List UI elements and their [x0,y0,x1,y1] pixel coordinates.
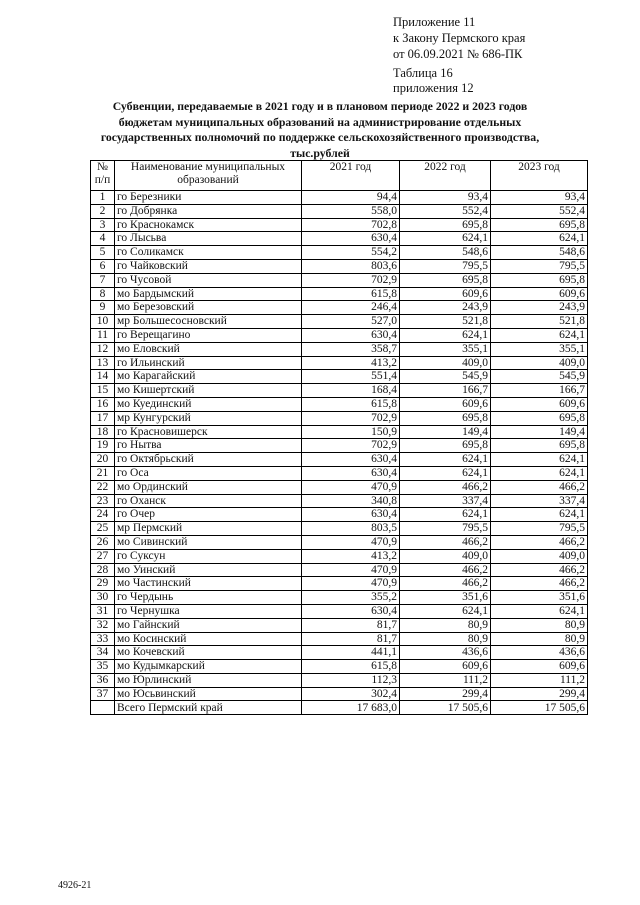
value-2021: 340,8 [302,494,400,508]
appendix-line-1: Приложение 11 [393,15,476,29]
row-number: 25 [91,522,115,536]
value-2021: 630,4 [302,328,400,342]
value-2022: 166,7 [400,384,491,398]
value-2021: 413,2 [302,356,400,370]
table-row [91,618,588,632]
row-number: 17 [91,411,115,425]
value-2022: 695,8 [400,439,491,453]
value-2021: 630,4 [302,453,400,467]
municipality-name: го Оханск [115,494,302,508]
value-2023: 609,6 [491,660,588,674]
value-2023: 695,8 [491,273,588,287]
value-2021: 702,9 [302,439,400,453]
subsidies-table [90,160,588,715]
municipality-name: мо Кочевский [115,646,302,660]
row-number: 11 [91,328,115,342]
row-number: 7 [91,273,115,287]
municipality-name: го Красновишерск [115,425,302,439]
municipality-name: мо Ординский [115,480,302,494]
table-row [91,577,588,591]
value-2023: 80,9 [491,618,588,632]
municipality-name: го Чердынь [115,591,302,605]
row-number: 8 [91,287,115,301]
header-municipality [115,161,302,191]
value-2023: 795,5 [491,522,588,536]
row-number: 19 [91,439,115,453]
value-2021: 558,0 [302,204,400,218]
header-2022: 2022 год [400,161,491,191]
table-row [91,535,588,549]
municipality-name: мо Березовский [115,301,302,315]
value-2021: 470,9 [302,480,400,494]
table-row [91,660,588,674]
value-2022: 409,0 [400,356,491,370]
row-number: 35 [91,660,115,674]
row-number: 33 [91,632,115,646]
value-2023: 521,8 [491,315,588,329]
value-2022: 624,1 [400,453,491,467]
value-2022: 609,6 [400,660,491,674]
table-row [91,342,588,356]
value-2023: 409,0 [491,356,588,370]
table-row [91,673,588,687]
municipality-name: мр Пермский [115,522,302,536]
row-number: 29 [91,577,115,591]
table-row [91,370,588,384]
value-2021: 630,4 [302,604,400,618]
table-row [91,315,588,329]
value-2022: 149,4 [400,425,491,439]
value-2021: 630,4 [302,466,400,480]
value-2023: 93,4 [491,191,588,205]
table-row [91,687,588,701]
row-number: 36 [91,673,115,687]
value-2023: 355,1 [491,342,588,356]
value-2022: 466,2 [400,563,491,577]
document-title [70,99,570,161]
value-2021: 551,4 [302,370,400,384]
value-2023: 166,7 [491,384,588,398]
value-2022: 466,2 [400,480,491,494]
table-row [91,218,588,232]
value-2022: 337,4 [400,494,491,508]
header-municipality-line-2: образований [177,174,239,186]
municipality-name: Всего Пермский край [115,701,302,715]
row-number: 2 [91,204,115,218]
value-2021: 470,9 [302,563,400,577]
value-2023: 17 505,6 [491,701,588,715]
table-row [91,411,588,425]
value-2021: 441,1 [302,646,400,660]
table-row [91,466,588,480]
value-2023: 624,1 [491,453,588,467]
value-2023: 149,4 [491,425,588,439]
row-number: 26 [91,535,115,549]
value-2023: 695,8 [491,439,588,453]
row-number: 37 [91,687,115,701]
table-row [91,439,588,453]
value-2022: 351,6 [400,591,491,605]
table-row [91,232,588,246]
value-2023: 299,4 [491,687,588,701]
municipality-name: мо Косинский [115,632,302,646]
value-2021: 630,4 [302,232,400,246]
value-2022: 355,1 [400,342,491,356]
row-number: 27 [91,549,115,563]
value-2022: 695,8 [400,411,491,425]
municipality-name: го Ильинский [115,356,302,370]
table-row [91,301,588,315]
value-2021: 168,4 [302,384,400,398]
value-2021: 615,8 [302,660,400,674]
row-number: 16 [91,397,115,411]
value-2021: 470,9 [302,535,400,549]
row-number: 10 [91,315,115,329]
row-number [91,701,115,715]
title-line-4: тыс.рублей [290,145,350,160]
value-2023: 624,1 [491,508,588,522]
row-number: 22 [91,480,115,494]
value-2021: 702,9 [302,411,400,425]
table-row [91,632,588,646]
value-2023: 624,1 [491,604,588,618]
row-number: 20 [91,453,115,467]
value-2023: 545,9 [491,370,588,384]
row-number: 9 [91,301,115,315]
value-2022: 466,2 [400,535,491,549]
appendix-line-3: от 06.09.2021 № 686-ПК [393,47,523,61]
row-number: 3 [91,218,115,232]
title-line-1: Субвенции, передаваемые в 2021 году и в плановом периоде 2022 и 2023 годов [112,99,528,113]
municipality-name: мо Кудымкарский [115,660,302,674]
value-2022: 795,5 [400,522,491,536]
title-line-3: государственных полномочий по поддержке сельскохозяйственного производства, [100,130,540,144]
value-2021: 803,6 [302,259,400,273]
header-number [91,161,115,191]
row-number: 5 [91,246,115,260]
table-body [91,191,588,715]
row-number: 34 [91,646,115,660]
value-2023: 624,1 [491,232,588,246]
row-number: 21 [91,466,115,480]
value-2022: 17 505,6 [400,701,491,715]
value-2022: 795,5 [400,259,491,273]
row-number: 30 [91,591,115,605]
municipality-name: мо Еловский [115,342,302,356]
value-2021: 246,4 [302,301,400,315]
value-2023: 552,4 [491,204,588,218]
value-2021: 150,9 [302,425,400,439]
table-row [91,604,588,618]
header-number-line-2: п/п [94,174,111,186]
municipality-name: мо Частинский [115,577,302,591]
header-2021: 2021 год [302,161,400,191]
municipality-name: мо Кишертский [115,384,302,398]
value-2022: 609,6 [400,287,491,301]
row-number: 24 [91,508,115,522]
municipality-name: мо Уинский [115,563,302,577]
value-2022: 80,9 [400,618,491,632]
value-2022: 436,6 [400,646,491,660]
value-2023: 695,8 [491,411,588,425]
value-2022: 299,4 [400,687,491,701]
value-2023: 695,8 [491,218,588,232]
value-2023: 337,4 [491,494,588,508]
value-2023: 609,6 [491,287,588,301]
table-row [91,204,588,218]
row-number: 4 [91,232,115,246]
value-2022: 624,1 [400,466,491,480]
row-number: 18 [91,425,115,439]
value-2022: 552,4 [400,204,491,218]
value-2022: 624,1 [400,232,491,246]
value-2023: 466,2 [491,577,588,591]
municipality-name: го Соликамск [115,246,302,260]
table-row [91,246,588,260]
table-reference [393,66,474,96]
municipality-name: мр Большесосновский [115,315,302,329]
document-code: 4926-21 [58,880,92,891]
header-number-line-1: № [97,161,108,173]
table-row [91,259,588,273]
table-row [91,646,588,660]
value-2022: 80,9 [400,632,491,646]
appendix-reference [393,14,525,62]
municipality-name: го Оса [115,466,302,480]
table-row [91,549,588,563]
table-row [91,480,588,494]
value-2021: 527,0 [302,315,400,329]
municipality-name: го Очер [115,508,302,522]
value-2023: 609,6 [491,397,588,411]
value-2022: 93,4 [400,191,491,205]
value-2021: 615,8 [302,397,400,411]
value-2023: 466,2 [491,480,588,494]
municipality-name: мо Бардымский [115,287,302,301]
value-2023: 624,1 [491,466,588,480]
value-2021: 358,7 [302,342,400,356]
value-2022: 624,1 [400,508,491,522]
value-2021: 17 683,0 [302,701,400,715]
value-2023: 436,6 [491,646,588,660]
table-row [91,453,588,467]
municipality-name: мо Куединский [115,397,302,411]
value-2023: 548,6 [491,246,588,260]
value-2022: 548,6 [400,246,491,260]
municipality-name: го Чайковский [115,259,302,273]
municipality-name: мо Сивинский [115,535,302,549]
value-2023: 243,9 [491,301,588,315]
value-2022: 521,8 [400,315,491,329]
row-number: 31 [91,604,115,618]
row-number: 12 [91,342,115,356]
value-2021: 355,2 [302,591,400,605]
municipality-name: го Лысьва [115,232,302,246]
value-2021: 94,4 [302,191,400,205]
municipality-name: го Верещагино [115,328,302,342]
value-2022: 695,8 [400,273,491,287]
municipality-name: мо Гайнский [115,618,302,632]
row-number: 15 [91,384,115,398]
value-2023: 795,5 [491,259,588,273]
value-2023: 351,6 [491,591,588,605]
value-2021: 302,4 [302,687,400,701]
table-total-row [91,701,588,715]
value-2022: 243,9 [400,301,491,315]
row-number: 6 [91,259,115,273]
table-row [91,425,588,439]
municipality-name: го Нытва [115,439,302,453]
value-2023: 624,1 [491,328,588,342]
value-2023: 466,2 [491,563,588,577]
value-2023: 466,2 [491,535,588,549]
value-2021: 112,3 [302,673,400,687]
municipality-name: мр Кунгурский [115,411,302,425]
table-row [91,356,588,370]
header-2023: 2023 год [491,161,588,191]
municipality-name: го Суксун [115,549,302,563]
municipality-name: го Октябрьский [115,453,302,467]
row-number: 1 [91,191,115,205]
value-2021: 803,5 [302,522,400,536]
municipality-name: го Чернушка [115,604,302,618]
value-2022: 409,0 [400,549,491,563]
table-row [91,384,588,398]
table-row [91,191,588,205]
row-number: 28 [91,563,115,577]
row-number: 32 [91,618,115,632]
value-2021: 470,9 [302,577,400,591]
municipality-name: го Краснокамск [115,218,302,232]
value-2021: 81,7 [302,618,400,632]
value-2022: 466,2 [400,577,491,591]
value-2022: 624,1 [400,328,491,342]
table-row [91,273,588,287]
value-2021: 554,2 [302,246,400,260]
title-line-2: бюджетам муниципальных образований на администрирование отдельных [118,114,522,129]
table-ref-line-2: приложения 12 [393,81,474,95]
value-2023: 111,2 [491,673,588,687]
value-2023: 409,0 [491,549,588,563]
table-row [91,328,588,342]
value-2021: 615,8 [302,287,400,301]
municipality-name: го Березники [115,191,302,205]
value-2021: 630,4 [302,508,400,522]
municipality-name: мо Юрлинский [115,673,302,687]
value-2022: 111,2 [400,673,491,687]
municipality-name: го Чусовой [115,273,302,287]
value-2021: 702,9 [302,273,400,287]
value-2021: 81,7 [302,632,400,646]
table-ref-line-1: Таблица 16 [393,66,453,80]
table-row [91,397,588,411]
municipality-name: мо Карагайский [115,370,302,384]
header-municipality-line-1: Наименование муниципальных [130,161,286,173]
value-2021: 413,2 [302,549,400,563]
row-number: 23 [91,494,115,508]
value-2021: 702,8 [302,218,400,232]
municipality-name: мо Юсьвинский [115,687,302,701]
table-row [91,494,588,508]
value-2022: 695,8 [400,218,491,232]
appendix-line-2: к Закону Пермского края [393,31,526,45]
value-2023: 80,9 [491,632,588,646]
row-number: 14 [91,370,115,384]
table-row [91,287,588,301]
value-2022: 545,9 [400,370,491,384]
table-row [91,563,588,577]
table-row [91,522,588,536]
value-2022: 624,1 [400,604,491,618]
value-2022: 609,6 [400,397,491,411]
row-number: 13 [91,356,115,370]
table-row [91,591,588,605]
municipality-name: го Добрянка [115,204,302,218]
table-row [91,508,588,522]
table-header-row [91,161,588,191]
